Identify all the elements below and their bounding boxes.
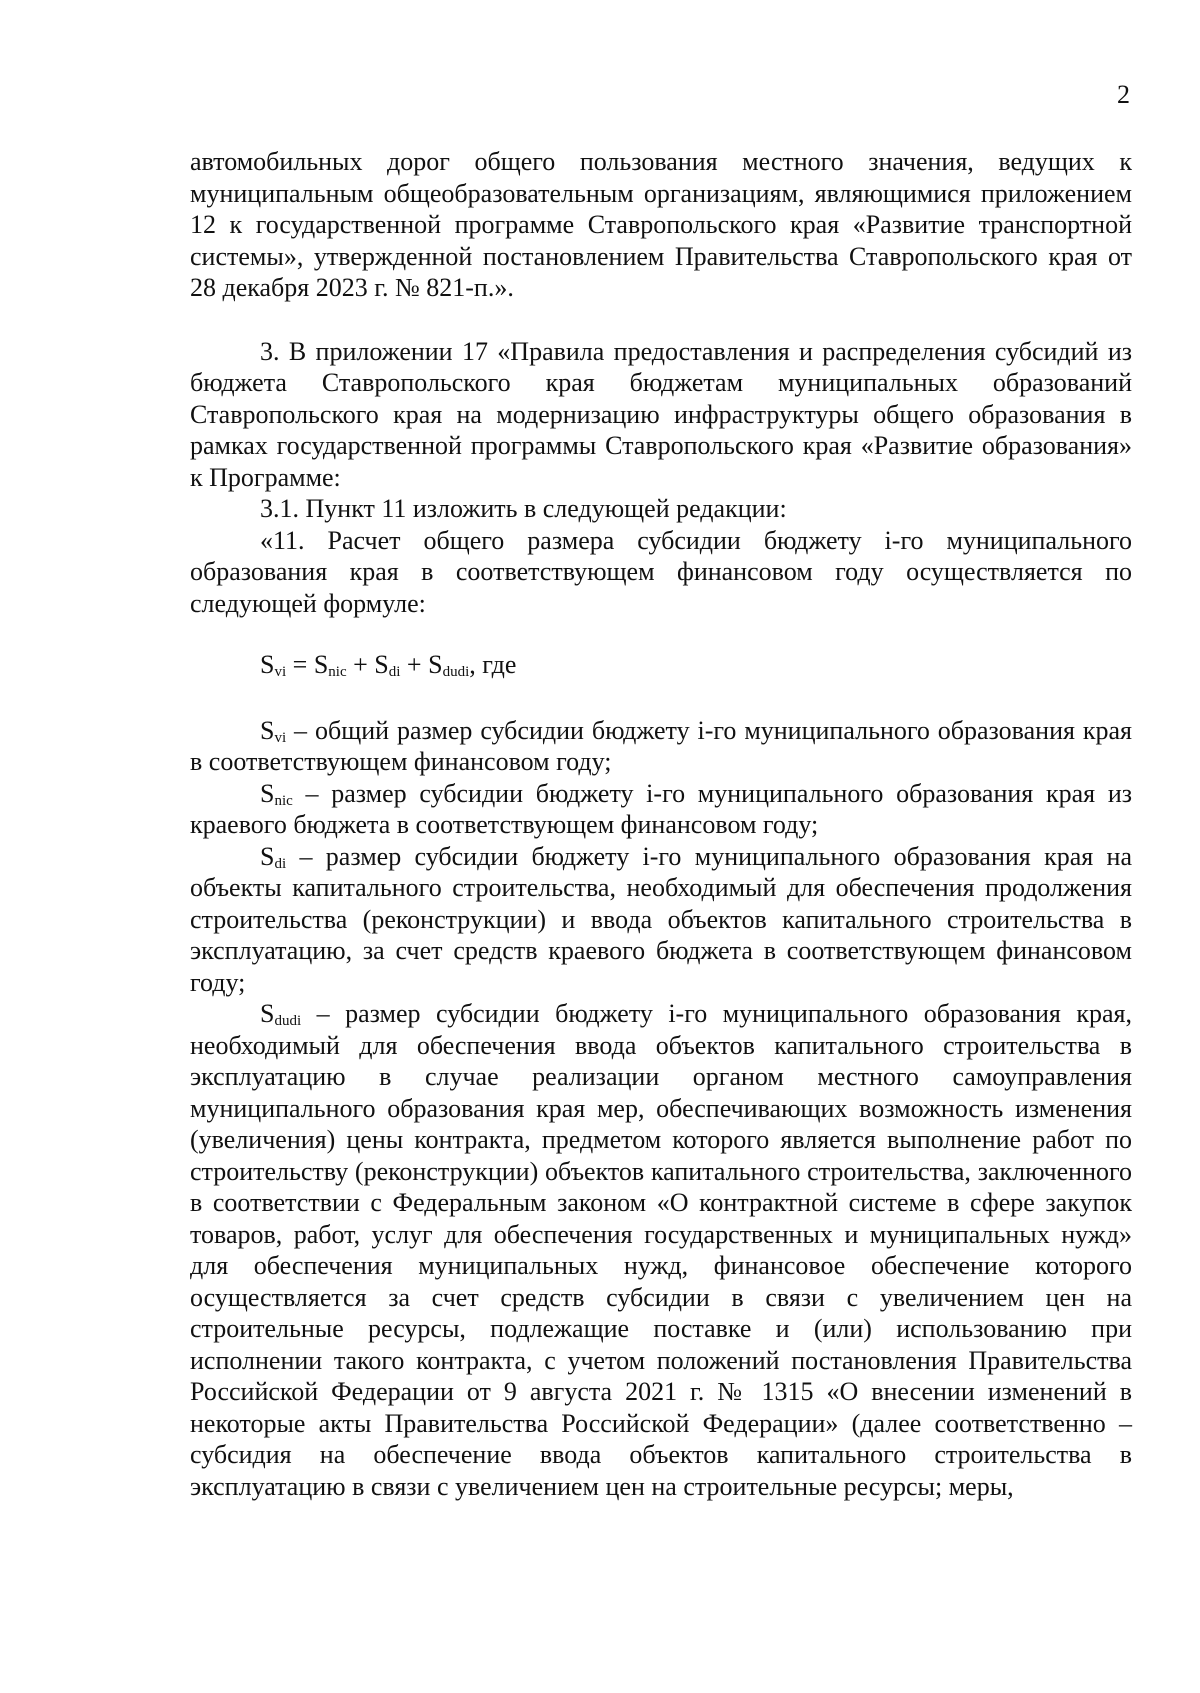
paragraph-road-continuation: автомобильных дорог общего пользования местного значения, ведущих к муниципальным общеобразовательным организациям, являющимися приложением 12 к государственной программе Ставропольского края «Развитие транспортной системы», утвержденной постановлением Правительства Ставропольского края от 28 декабря 2023 г. № 821-п.». (190, 147, 1132, 302)
formula-symbol-s: S (313, 650, 329, 679)
definition-text: – общий размер субсидии бюджету i-го муниципального образования края в соответствующем финансовом году; (190, 715, 1132, 776)
definition-text: – размер субсидии бюджету i-го муниципального образования края на объекты капитального строительства, необходимый для обеспечения продолжения строительства (реконструкции) и ввода объектов капитального строительства в эксплуатацию, за счет средств краевого бюджета в соответствующем финансовом году; (190, 841, 1132, 997)
formula-symbol-s: S (260, 650, 275, 679)
definition-symbol: S (260, 715, 275, 745)
definition-text: – размер субсидии бюджету i-го муниципального образования края из краевого бюджета в соответствующем финансовом году; (190, 778, 1132, 839)
definition-subscript: dudi (274, 1013, 302, 1029)
definition-subscript: vi (274, 729, 287, 746)
definition-text: – размер субсидии бюджету i-го муниципального образования края, необходимый для обеспечения ввода объектов капитального строительства в эксплуатацию в случае реализации органом местного самоуправления муниципального образования края мер, обеспечивающих возможность изменения (увеличения) цены контракта, предметом которого является выполнение работ по строительству (реконструкции) объектов капитального строительства, заключенного в соответствии с Федеральным законом «О контрактной системе в сфере закупок товаров, работ, услуг для обеспечения государственных и муниципальных нужд» для обеспечения муниципальных нужд, финансовое обеспечение которого осуществляется за счет средств субсидии в связи с увеличением цен на строительные ресурсы, подлежащие поставке и (или) использованию при исполнении такого контракта, с учетом положений постановления Правительства Российской Федерации от 9 августа 2021 г. № 1315 «О внесении изменений в некоторые акты Правительства Российской Федерации» (далее соответственно – субсидия на обеспечение ввода объектов капитального строительства в эксплуатацию в связи с увеличением цен на строительные ресурсы; меры, (190, 999, 1132, 1501)
definition-symbol: S (260, 841, 275, 871)
formula-symbol-s: S (374, 650, 389, 679)
formula-tail: , где (469, 650, 517, 679)
definition-subscript: di (274, 855, 287, 872)
paragraph-item-11: «11. Расчет общего размера субсидии бюджету i-го муниципального образования края в соответствующем финансовом году осуществляется по следующей формуле: (190, 525, 1132, 618)
formula-subscript-vi: vi (274, 664, 287, 680)
definition-snic (190, 778, 1132, 841)
formula-plus: + (400, 650, 429, 679)
formula-subscript-nic: nic (328, 664, 347, 680)
formula-symbol-s: S (428, 650, 443, 679)
definition-subscript: nic (274, 792, 293, 809)
formula-equals: = (286, 650, 314, 679)
page-number: 2 (1117, 80, 1130, 109)
formula-subscript-dudi: dudi (442, 664, 470, 680)
definition-sdi (190, 841, 1132, 999)
definition-symbol: S (260, 999, 275, 1028)
paragraph-section-3: 3. В приложении 17 «Правила предоставления и распределения субсидий из бюджета Ставропольского края бюджетам муниципальных образований Ставропольского края на модернизацию инфраструктуры общего образования в рамках государственной программы Ставропольского края «Развитие образования» к Программе: (190, 336, 1132, 492)
document-body (190, 146, 1132, 1502)
formula-plus: + (346, 650, 375, 679)
definition-svi (190, 715, 1132, 778)
definition-symbol: S (260, 778, 275, 808)
formula-subscript-di: di (388, 664, 401, 680)
paragraph-section-3-1: 3.1. Пункт 11 изложить в следующей редакции: (260, 494, 787, 523)
definition-sdudi (190, 998, 1132, 1502)
subsidy-formula (190, 649, 1132, 681)
